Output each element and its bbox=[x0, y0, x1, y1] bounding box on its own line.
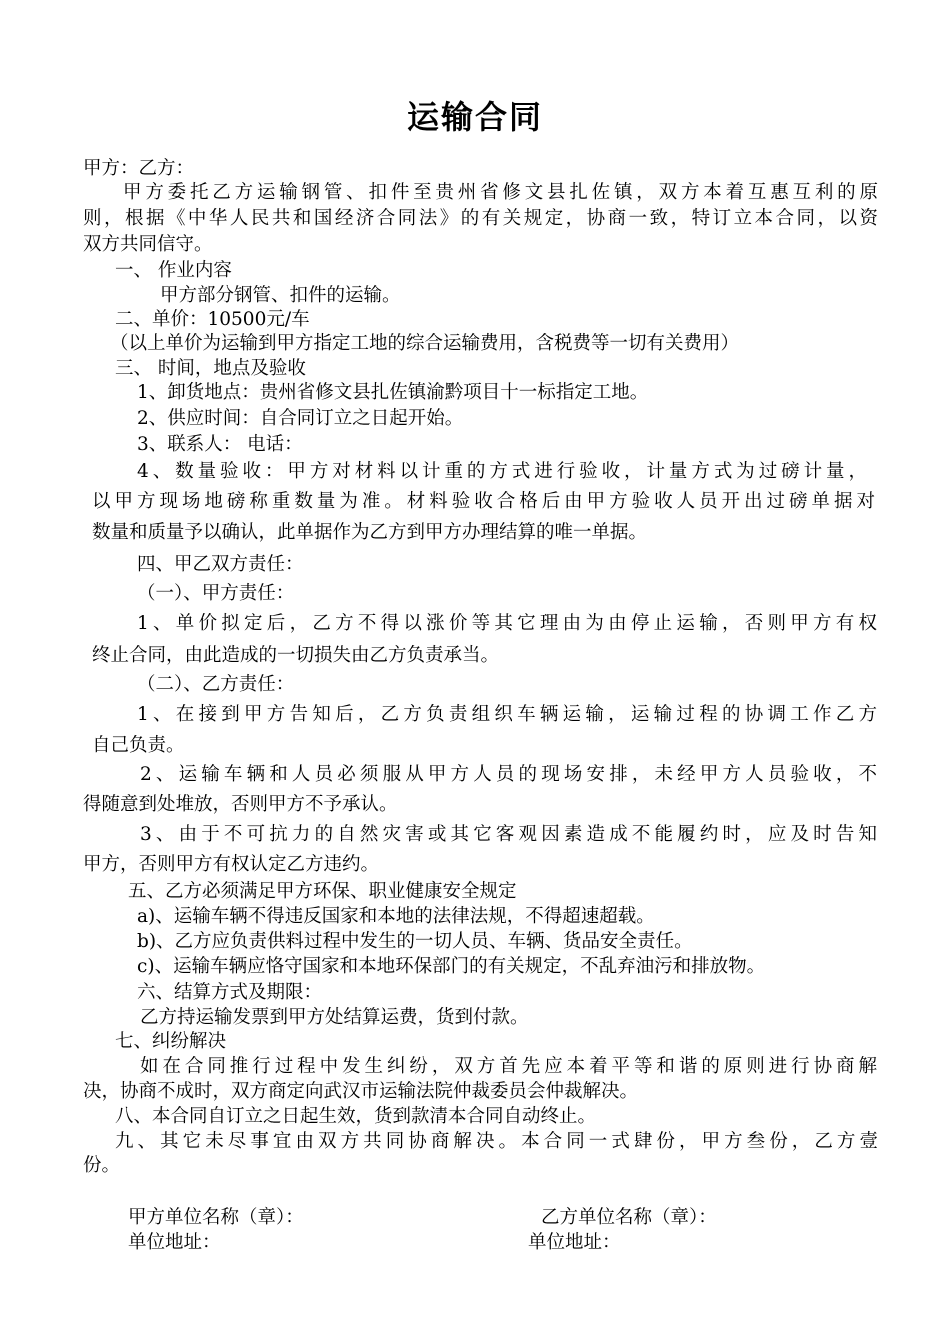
section3-item-4-line-3: 数量和质量予以确认，此单据作为乙方到甲方办理结算的唯一单据。 bbox=[92, 522, 648, 543]
intro-line-1: 甲方委托乙方运输钢管、扣件至贵州省修文县扎佐镇，双方本着互惠互利的原 bbox=[123, 182, 878, 203]
section5-item-a: a)、运输车辆不得违反国家和本地的法律法规，不得超速超载。 bbox=[137, 906, 655, 927]
document-title: 运输合同 bbox=[406, 98, 543, 136]
section4-heading: 四、甲乙双方责任： bbox=[137, 554, 304, 575]
party-b-duty-heading: （二）、乙方责任： bbox=[137, 674, 295, 695]
section5-item-b: b)、乙方应负责供料过程中发生的一切人员、车辆、货品安全责任。 bbox=[137, 931, 693, 952]
section5-item-c: c)、运输车辆应恪守国家和本地环保部门的有关规定，不乱弃油污和排放物。 bbox=[137, 956, 766, 977]
party-b-address-label: 单位地址： bbox=[528, 1232, 621, 1253]
intro-line-2: 则，根据《中华人民共和国经济合同法》的有关规定，协商一致，特订立本合同，以资 bbox=[83, 208, 878, 229]
section9-line-1: 九、其它未尽事宜由双方共同协商解决。本合同一式肆份，甲方叁份，乙方壹 bbox=[115, 1131, 878, 1152]
party-a-duty-item-1-line-1: 1、单价拟定后，乙方不得以涨价等其它理由为由停止运输，否则甲方有权 bbox=[137, 613, 877, 634]
section7-heading: 七、纠纷解决 bbox=[115, 1031, 227, 1052]
section9-line-2: 份。 bbox=[83, 1155, 121, 1176]
party-a-name-label: 甲方单位名称（章）： bbox=[128, 1207, 304, 1228]
section5-heading: 五、乙方必须满足甲方环保、职业健康安全规定 bbox=[128, 881, 517, 902]
party-a-address-label: 单位地址： bbox=[128, 1232, 221, 1253]
intro-line-3: 双方共同信守。 bbox=[83, 234, 213, 255]
party-b-duty-item-1-line-2: 自己负责。 bbox=[92, 735, 185, 756]
section6-body: 乙方持运输发票到甲方处结算运费，货到付款。 bbox=[140, 1007, 529, 1028]
section7-body-line-1: 如在合同推行过程中发生纠纷，双方首先应本着平等和谐的原则进行协商解 bbox=[140, 1056, 877, 1077]
section2-note: （以上单价为运输到甲方指定工地的综合运输费用，含税费等一切有关费用） bbox=[110, 333, 740, 354]
party-b-duty-item-3-line-1: 3、由于不可抗力的自然灾害或其它客观因素造成不能履约时，应及时告知 bbox=[140, 824, 877, 845]
party-b-duty-item-2-line-2: 得随意到处堆放，否则甲方不予承认。 bbox=[83, 794, 398, 815]
section7-body-line-2: 决，协商不成时，双方商定向武汉市运输法院仲裁委员会仲裁解决。 bbox=[83, 1081, 639, 1102]
section3-item-3: 3、联系人： 电话： bbox=[137, 434, 303, 455]
party-b-duty-item-2-line-1: 2、运输车辆和人员必须服从甲方人员的现场安排，未经甲方人员验收，不 bbox=[140, 764, 877, 785]
section3-heading: 三、 时间，地点及验收 bbox=[115, 358, 306, 379]
section3-item-1: 1、卸货地点：贵州省修文县扎佐镇渝黔项目十一标指定工地。 bbox=[137, 382, 649, 403]
parties-line: 甲方：乙方： bbox=[83, 158, 195, 179]
section6-heading: 六、结算方式及期限： bbox=[137, 982, 323, 1003]
section3-item-4-line-1: 4、数量验收：甲方对材料以计重的方式进行验收，计量方式为过磅计量， bbox=[137, 461, 867, 482]
section3-item-4-line-2: 以甲方现场地磅称重数量为准。材料验收合格后由甲方验收人员开出过磅单据对 bbox=[92, 491, 875, 512]
section1-heading: 一、 作业内容 bbox=[115, 260, 232, 281]
section2-heading: 二、单价：10500元/车 bbox=[115, 309, 310, 330]
party-b-duty-item-3-line-2: 甲方，否则甲方有权认定乙方违约。 bbox=[83, 854, 380, 875]
section8-text: 八、本合同自订立之日起生效，货到款清本合同自动终止。 bbox=[115, 1106, 597, 1127]
party-b-duty-item-1-line-1: 1、在接到甲方告知后，乙方负责组织车辆运输，运输过程的协调工作乙方 bbox=[137, 704, 877, 725]
party-b-name-label: 乙方单位名称（章）： bbox=[541, 1207, 717, 1228]
section3-item-2: 2、供应时间：自合同订立之日起开始。 bbox=[137, 408, 464, 429]
section1-body: 甲方部分钢管、扣件的运输。 bbox=[160, 285, 401, 306]
party-a-duty-item-1-line-2: 终止合同，由此造成的一切损失由乙方负责承当。 bbox=[92, 645, 500, 666]
party-a-duty-heading: （一）、甲方责任： bbox=[137, 583, 295, 604]
